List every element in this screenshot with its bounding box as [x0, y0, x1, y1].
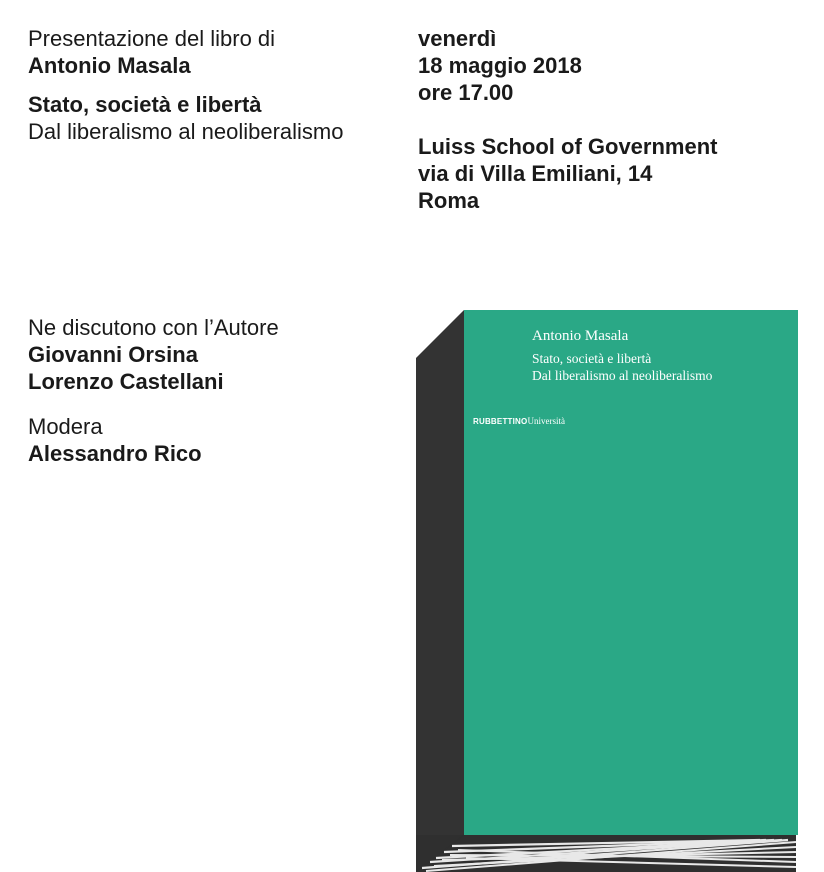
book-spine — [416, 310, 464, 872]
presentation-intro: Presentazione del libro di — [28, 26, 276, 51]
publisher-logo — [473, 416, 565, 426]
presentation-block — [28, 25, 343, 145]
event-day: venerdì — [418, 26, 497, 51]
cover-subtitle: Dal liberalismo al neoliberalismo — [532, 368, 713, 383]
schedule-block — [418, 25, 717, 214]
event-date: 18 maggio 2018 — [418, 53, 582, 78]
discussants-block — [28, 314, 279, 467]
venue-address: via di Villa Emiliani, 14 — [418, 161, 653, 186]
discussants-intro: Ne discutono con l’Autore — [28, 315, 279, 340]
discussant-name: Lorenzo Castellani — [28, 369, 224, 394]
moderator-label: Modera — [28, 414, 103, 439]
book-title: Stato, società e libertà — [28, 92, 262, 117]
cover-author: Antonio Masala — [532, 328, 629, 344]
discussant-name: Giovanni Orsina — [28, 342, 198, 367]
cover-title: Stato, società e libertà — [532, 351, 652, 366]
book-cover-image — [416, 310, 798, 872]
book-front-cover — [464, 310, 798, 835]
event-time: ore 17.00 — [418, 80, 514, 105]
book-page-edges — [416, 835, 796, 872]
author-name: Antonio Masala — [28, 53, 191, 78]
book-subtitle: Dal liberalismo al neoliberalismo — [28, 119, 344, 144]
venue-name: Luiss School of Government — [418, 134, 718, 159]
moderator-name: Alessandro Rico — [28, 441, 202, 466]
series-name: Università — [527, 416, 565, 426]
publisher-name: RUBBETTINO — [473, 417, 528, 426]
book-illustration — [416, 310, 798, 872]
venue-city: Roma — [418, 188, 480, 213]
